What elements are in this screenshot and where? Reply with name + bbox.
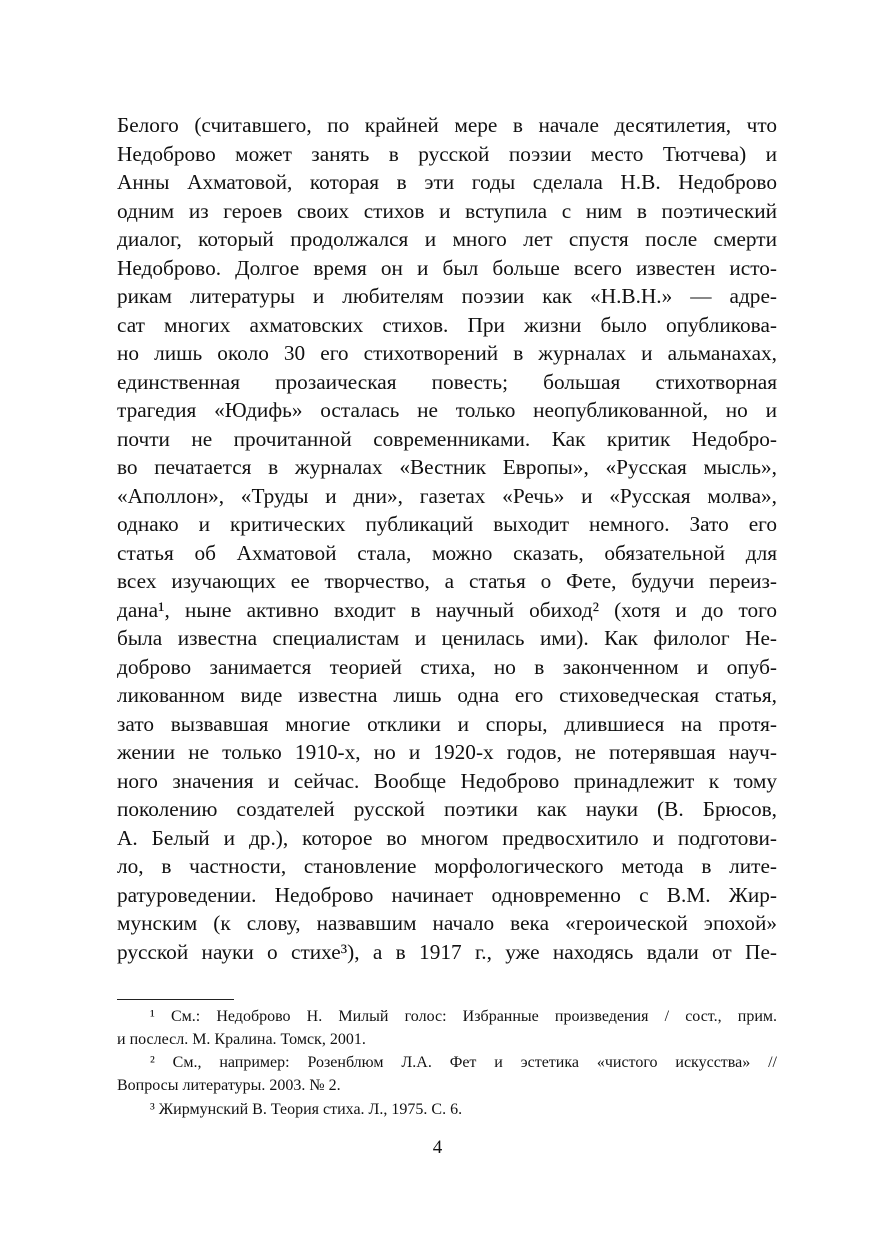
text-line: однако и критических публикаций выходит немного. Зато его bbox=[117, 512, 777, 536]
text-line: трагедия «Юдифь» осталась не только неопубликованной, но и bbox=[117, 398, 777, 422]
footnote-line: и послесл. М. Кралина. Томск, 2001. bbox=[117, 1031, 366, 1048]
text-line: сат многих ахматовских стихов. При жизни было опубликова- bbox=[117, 313, 777, 337]
text-line: русской науки о стихе³), а в 1917 г., уже находясь вдали от Пе- bbox=[117, 940, 777, 964]
text-line: жении не только 1910-х, но и 1920-х годов, не потерявшая науч- bbox=[117, 740, 777, 764]
footnote-separator bbox=[117, 999, 234, 1000]
text-line: «Аполлон», «Труды и дни», газетах «Речь» и «Русская молва», bbox=[117, 484, 777, 508]
text-line: почти не прочитанной современниками. Как критик Недобро- bbox=[117, 427, 777, 451]
page-number: 4 bbox=[432, 1137, 443, 1158]
text-line: ного значения и сейчас. Вообще Недоброво принадлежит к тому bbox=[117, 769, 777, 793]
text-line: А. Белый и др.), которое во многом предвосхитило и подготови- bbox=[117, 826, 777, 850]
text-line: поколению создателей русской поэтики как науки (В. Брюсов, bbox=[117, 797, 777, 821]
text-line: Недоброво. Долгое время он и был больше всего известен исто- bbox=[117, 256, 777, 280]
text-line: зато вызвавшая многие отклики и споры, длившиеся на протя- bbox=[117, 712, 777, 736]
text-line: мунским (к слову, назвавшим начало века «героической эпохой» bbox=[117, 911, 777, 935]
footnote-line: ² См., например: Розенблюм Л.А. Фет и эстетика «чистого искусства» // bbox=[150, 1054, 777, 1071]
footnote-line: Вопросы литературы. 2003. № 2. bbox=[117, 1077, 341, 1094]
text-line: всех изучающих ее творчество, а статья о Фете, будучи переиз- bbox=[117, 569, 777, 593]
text-line: ло, в частности, становление морфологического метода в лите- bbox=[117, 854, 777, 878]
text-line: дана¹, ныне активно входит в научный обиход² (хотя и до того bbox=[117, 598, 777, 622]
text-line: ратуроведении. Недоброво начинает одновременно с В.М. Жир- bbox=[117, 883, 777, 907]
footnote-line: ¹ См.: Недоброво Н. Милый голос: Избранные произведения / сост., прим. bbox=[150, 1008, 777, 1025]
footnote-line: ³ Жирмунский В. Теория стиха. Л., 1975. С. 6. bbox=[150, 1101, 463, 1118]
text-line: диалог, который продолжался и много лет спустя после смерти bbox=[117, 227, 777, 251]
text-line: ликованном виде известна лишь одна его стиховедческая статья, bbox=[117, 683, 777, 707]
text-line: была известна специалистам и ценилась ими). Как филолог Не- bbox=[117, 626, 777, 650]
text-line: Анны Ахматовой, которая в эти годы сделала Н.В. Недоброво bbox=[117, 170, 777, 194]
text-line: во печатается в журналах «Вестник Европы», «Русская мысль», bbox=[117, 455, 777, 479]
text-line: Недоброво может занять в русской поэзии место Тютчева) и bbox=[117, 142, 777, 166]
text-line: доброво занимается теорией стиха, но в законченном и опуб- bbox=[117, 655, 777, 679]
text-line: статья об Ахматовой стала, можно сказать, обязательной для bbox=[117, 541, 777, 565]
text-line: единственная прозаическая повесть; большая стихотворная bbox=[117, 370, 777, 394]
text-line: рикам литературы и любителям поэзии как «Н.В.Н.» — адре- bbox=[117, 284, 777, 308]
text-line: Белого (считавшего, по крайней мере в начале десятилетия, что bbox=[117, 113, 777, 137]
text-line: одним из героев своих стихов и вступила с ним в поэтический bbox=[117, 199, 777, 223]
text-line: но лишь около 30 его стихотворений в журналах и альманахах, bbox=[117, 341, 777, 365]
